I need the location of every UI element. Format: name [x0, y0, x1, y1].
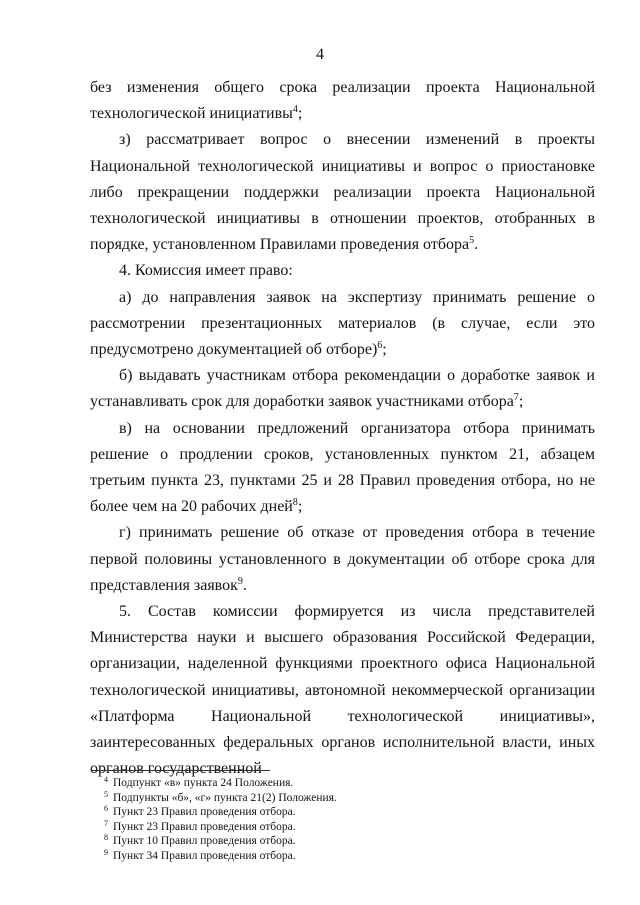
footnote	[104, 791, 337, 806]
paragraph	[90, 520, 595, 599]
paragraph-text: без изменения общего срока реализации проекта Национальной технологической инициативы	[90, 79, 595, 123]
footnote-ref: 8	[292, 497, 298, 509]
footnote-text: Пункт 10 Правил проведения отбора.	[113, 835, 296, 848]
footnote-separator	[92, 770, 270, 771]
footnote	[104, 849, 337, 864]
paragraph-text: б) выдавать участникам отбора рекомендации о доработке заявок и устанавливать срок для доработки заявок участниками отбора	[90, 367, 595, 411]
paragraph	[90, 599, 595, 782]
paragraph-tail: .	[242, 576, 247, 594]
footnote-ref: 9	[237, 575, 243, 587]
footnote-number: 6	[104, 804, 108, 814]
footnote	[104, 820, 337, 835]
paragraph	[90, 363, 595, 415]
footnotes	[104, 776, 337, 864]
paragraph	[90, 285, 595, 364]
paragraph-text: 5. Состав комиссии формируется из числа представителей Министерства науки и высшего образования Российской Федерации, организации, наделенной функциями проектного офиса Национальной технологической инициативы, автономной некоммерческой организации «Платформа Национальной технологической инициативы», заинтересованных федеральных органов исполнительной власти, иных органов государственной	[90, 603, 595, 778]
paragraph	[90, 258, 595, 284]
footnote-ref: 4	[292, 104, 298, 116]
paragraph-text: з) рассматривает вопрос о внесении изменений в проекты Национальной технологической инициативы и вопрос о приостановке либо прекращении поддержки реализации проекта Национальной технологической инициативы в отношении проектов, отобранных в порядке, установленном Правилами проведения отбора	[90, 131, 595, 254]
paragraph-text: в) на основании предложений организатора отбора принимать решение о продлении сроков, установленных пунктом 21, абзацем третьим пункта 23, пунктами 25 и 28 Правил проведения отбора, но не более чем на 20 рабочих дней	[90, 419, 595, 516]
footnote-ref: 7	[513, 392, 519, 404]
footnote-ref: 5	[469, 235, 475, 247]
footnote-text: Пункт 23 Правил проведения отбора.	[113, 806, 296, 819]
paragraph-tail: ;	[297, 498, 303, 516]
footnote-text: Пункт 23 Правил проведения отбора.	[113, 820, 296, 833]
paragraph-text: а) до направления заявок на экспертизу принимать решение о рассмотрении презентационных материалов (в случае, если это предусмотрено документацией об отборе)	[90, 288, 595, 359]
footnote-text: Пункт 34 Правил проведения отбора.	[113, 849, 296, 862]
footnote-number: 5	[104, 789, 108, 799]
paragraph	[90, 75, 595, 127]
footnote-number: 9	[104, 847, 108, 857]
paragraph-tail: .	[474, 236, 479, 254]
footnote	[104, 776, 337, 791]
footnote	[104, 805, 337, 820]
paragraph-text: 4. Комиссия имеет право:	[119, 262, 293, 280]
footnote-number: 8	[104, 833, 108, 843]
paragraph-tail: ;	[297, 105, 303, 123]
footnote-ref: 6	[377, 340, 383, 352]
paragraph-tail: ;	[518, 393, 524, 411]
paragraph	[90, 127, 595, 258]
footnote-number: 7	[104, 818, 108, 828]
paragraph-text: г) принимать решение об отказе от проведения отбора в течение первой половины установленного в документации об отборе срока для представления заявок	[90, 524, 595, 594]
document-body	[90, 75, 595, 782]
footnote-number: 4	[104, 775, 108, 784]
paragraph	[90, 416, 595, 521]
footnote	[104, 834, 337, 849]
footnote-text: Подпункты «б», «г» пункта 21(2) Положения.	[113, 791, 337, 804]
page-number: 4	[316, 46, 324, 63]
footnote-text: Подпункт «в» пункта 24 Положения.	[113, 777, 294, 789]
paragraph-tail: ;	[382, 341, 387, 359]
